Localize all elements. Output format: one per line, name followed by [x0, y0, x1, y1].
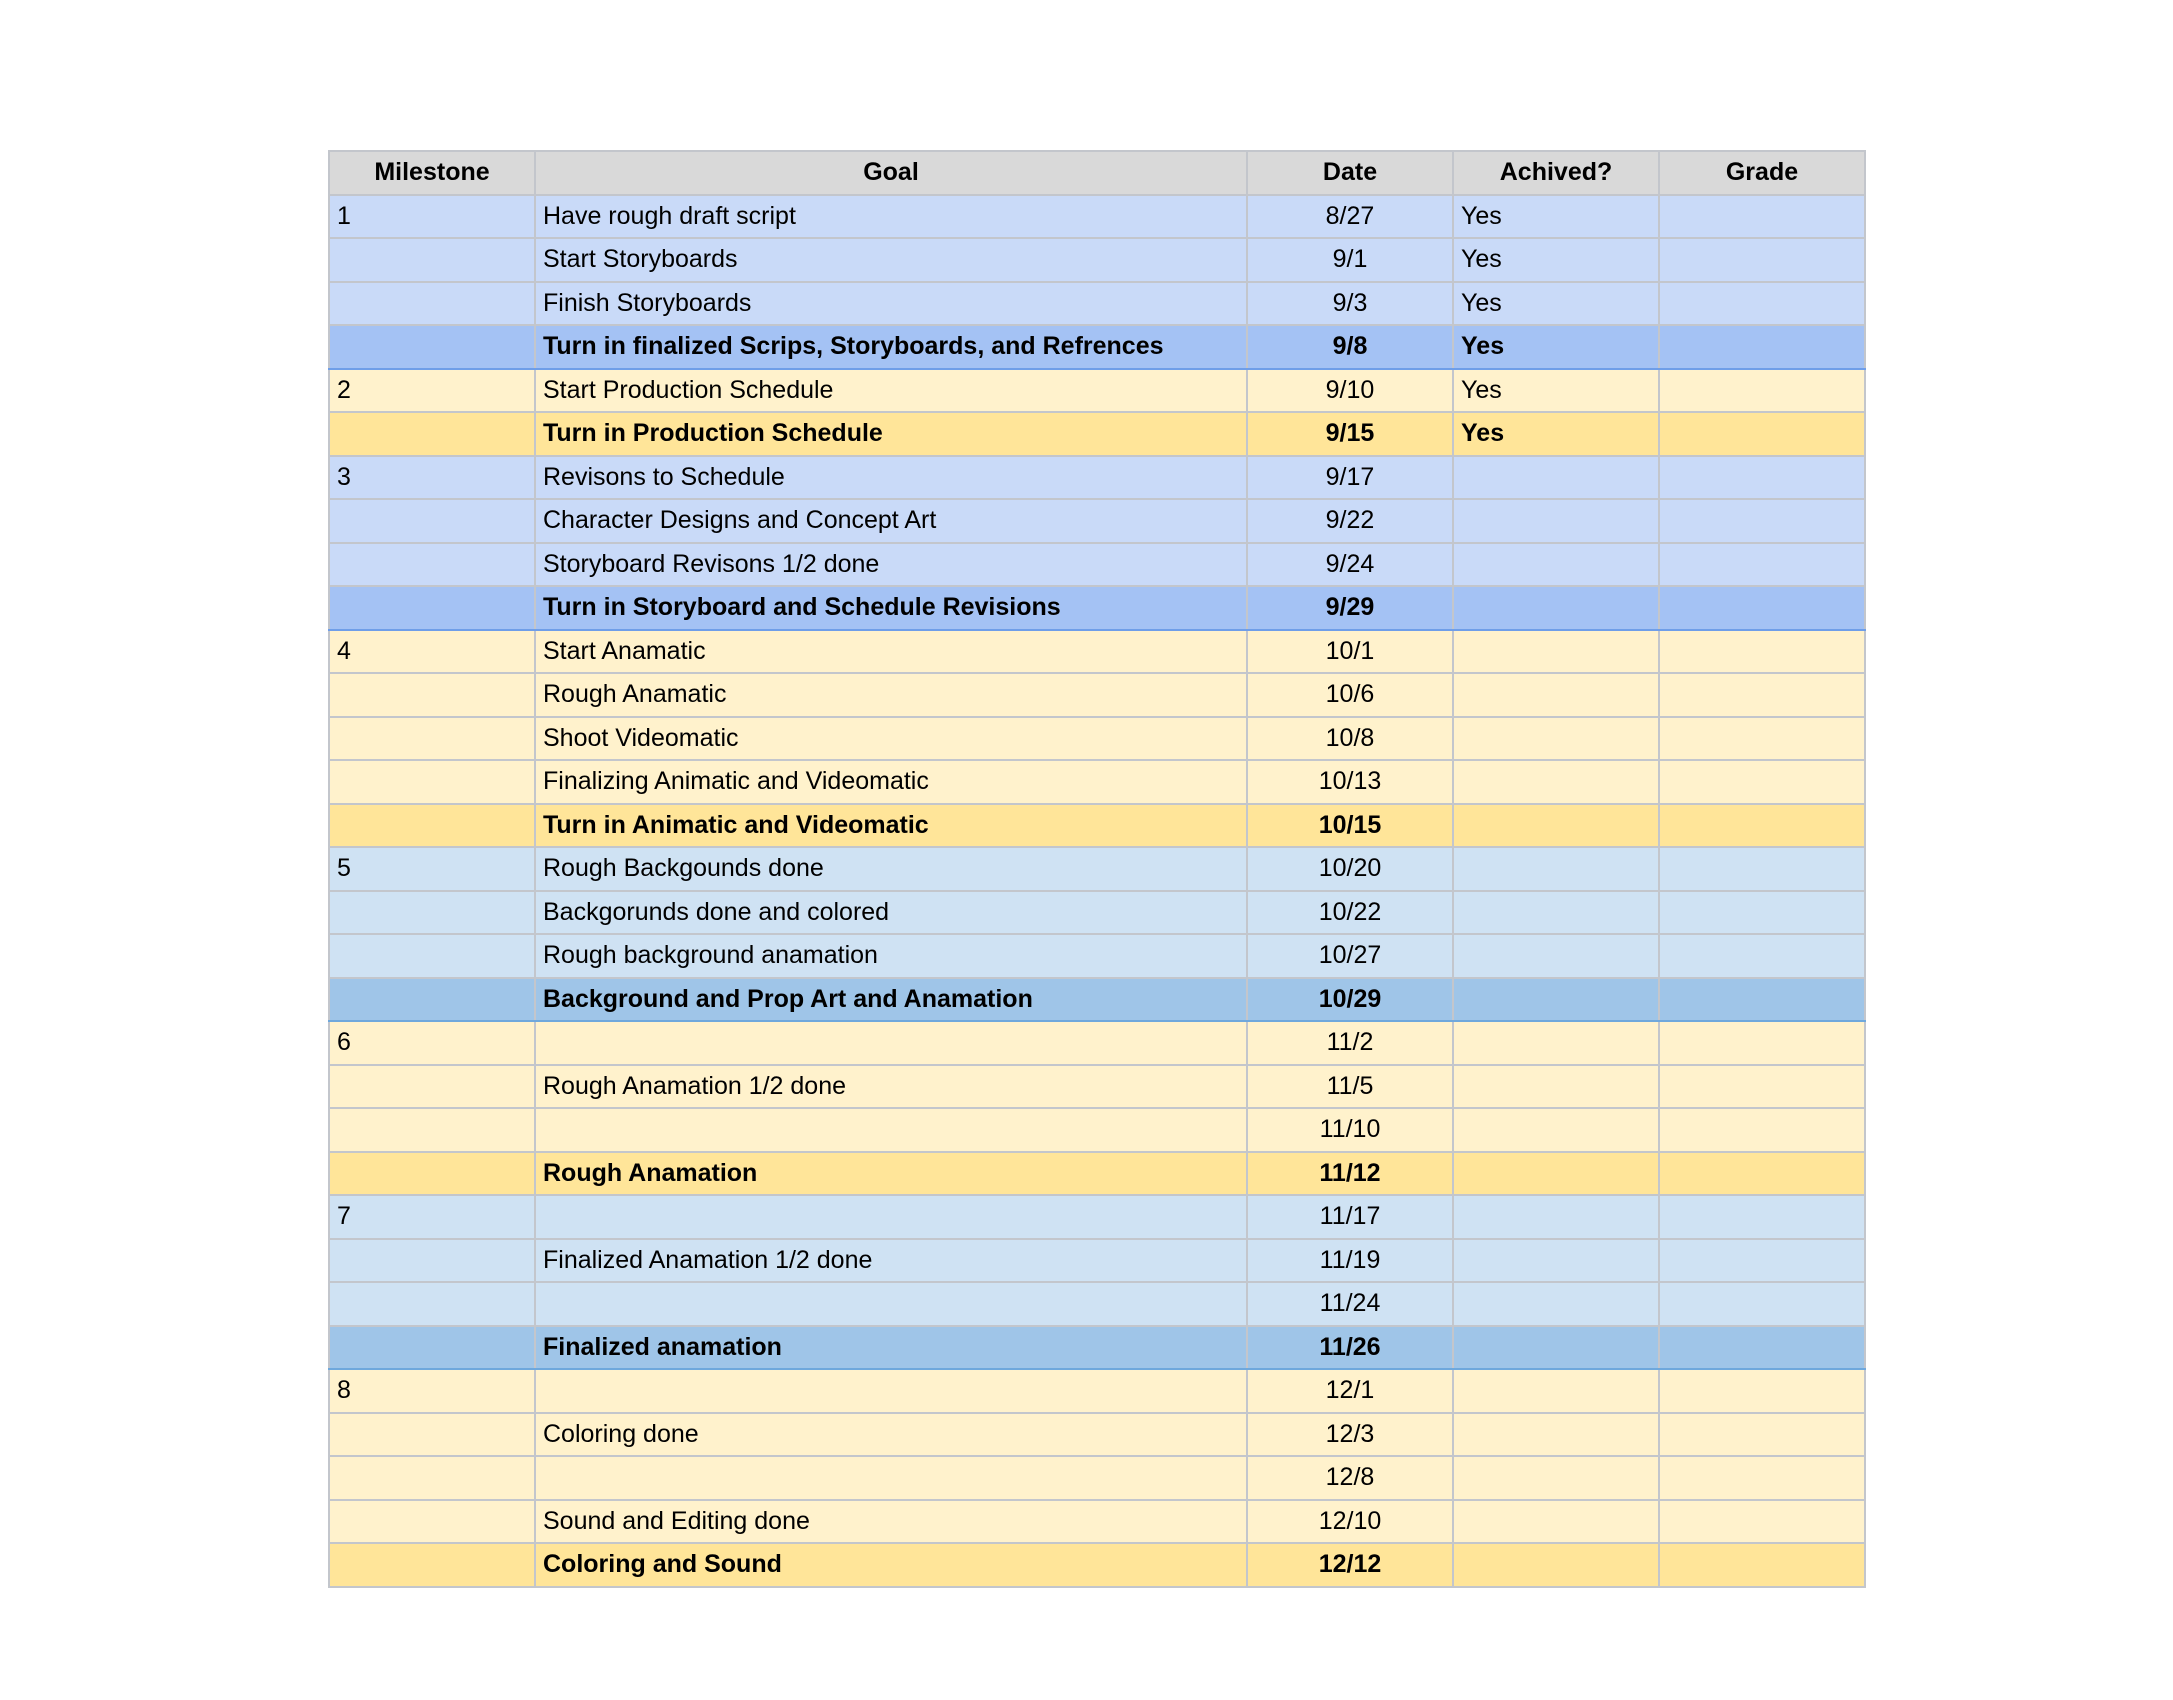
summary-row [329, 804, 1865, 848]
header-row [329, 151, 1865, 195]
goal-cell: Rough Backgounds done [535, 847, 1247, 891]
goal-cell: Backgorunds done and colored [535, 891, 1247, 935]
date-cell: 9/10 [1247, 369, 1453, 413]
goal-cell [535, 1456, 1247, 1500]
achieved-cell [1453, 1456, 1659, 1500]
date-cell: 8/27 [1247, 195, 1453, 239]
milestone-cell [329, 1456, 535, 1500]
goal-cell: Rough background anamation [535, 934, 1247, 978]
header-achieved: Achived? [1453, 151, 1659, 195]
grade-cell [1659, 978, 1865, 1022]
goal-cell: Turn in Animatic and Videomatic [535, 804, 1247, 848]
date-cell: 10/6 [1247, 673, 1453, 717]
achieved-cell [1453, 1065, 1659, 1109]
milestone-cell [329, 1108, 535, 1152]
table-body [329, 195, 1865, 1587]
table-row [329, 456, 1865, 500]
goal-cell: Finalized anamation [535, 1326, 1247, 1370]
summary-row [329, 1152, 1865, 1196]
milestone-cell [329, 804, 535, 848]
grade-cell [1659, 499, 1865, 543]
milestone-cell [329, 673, 535, 717]
milestone-cell [329, 543, 535, 587]
goal-cell [535, 1108, 1247, 1152]
milestone-cell [329, 1282, 535, 1326]
achieved-cell [1453, 1021, 1659, 1065]
table-row [329, 282, 1865, 326]
grade-cell [1659, 1108, 1865, 1152]
header-date: Date [1247, 151, 1453, 195]
goal-cell: Turn in Production Schedule [535, 412, 1247, 456]
goal-cell: Rough Anamation 1/2 done [535, 1065, 1247, 1109]
goal-cell [535, 1369, 1247, 1413]
date-cell: 10/27 [1247, 934, 1453, 978]
goal-cell: Start Storyboards [535, 238, 1247, 282]
grade-cell [1659, 1282, 1865, 1326]
grade-cell [1659, 891, 1865, 935]
table-row [329, 369, 1865, 413]
goal-cell: Rough Anamatic [535, 673, 1247, 717]
milestone-cell: 6 [329, 1021, 535, 1065]
milestone-cell [329, 1152, 535, 1196]
milestone-cell: 1 [329, 195, 535, 239]
table-row [329, 630, 1865, 674]
table-row [329, 1413, 1865, 1457]
milestone-cell: 8 [329, 1369, 535, 1413]
date-cell: 9/29 [1247, 586, 1453, 630]
achieved-cell [1453, 630, 1659, 674]
grade-cell [1659, 195, 1865, 239]
milestone-cell [329, 238, 535, 282]
date-cell: 12/1 [1247, 1369, 1453, 1413]
grade-cell [1659, 369, 1865, 413]
milestone-cell [329, 1413, 535, 1457]
milestone-cell: 3 [329, 456, 535, 500]
milestone-cell [329, 412, 535, 456]
achieved-cell [1453, 1152, 1659, 1196]
achieved-cell [1453, 934, 1659, 978]
achieved-cell [1453, 717, 1659, 761]
achieved-cell [1453, 847, 1659, 891]
achieved-cell: Yes [1453, 412, 1659, 456]
table-row [329, 1456, 1865, 1500]
table-row [329, 1195, 1865, 1239]
achieved-cell [1453, 543, 1659, 587]
grade-cell [1659, 238, 1865, 282]
table-row [329, 760, 1865, 804]
milestone-cell [329, 717, 535, 761]
table-row [329, 543, 1865, 587]
grade-cell [1659, 630, 1865, 674]
milestone-cell [329, 1500, 535, 1544]
milestone-cell: 5 [329, 847, 535, 891]
date-cell: 10/20 [1247, 847, 1453, 891]
summary-row [329, 978, 1865, 1022]
date-cell: 12/12 [1247, 1543, 1453, 1587]
goal-cell: Turn in finalized Scrips, Storyboards, and Refrences [535, 325, 1247, 369]
table-row [329, 1065, 1865, 1109]
goal-cell: Storyboard Revisons 1/2 done [535, 543, 1247, 587]
grade-cell [1659, 760, 1865, 804]
summary-row [329, 412, 1865, 456]
milestone-cell [329, 325, 535, 369]
achieved-cell [1453, 978, 1659, 1022]
milestone-cell [329, 760, 535, 804]
header-milestone: Milestone [329, 151, 535, 195]
table-row [329, 1239, 1865, 1283]
grade-cell [1659, 456, 1865, 500]
date-cell: 10/15 [1247, 804, 1453, 848]
achieved-cell [1453, 1369, 1659, 1413]
date-cell: 10/13 [1247, 760, 1453, 804]
date-cell: 12/3 [1247, 1413, 1453, 1457]
summary-row [329, 586, 1865, 630]
achieved-cell [1453, 1239, 1659, 1283]
achieved-cell [1453, 1500, 1659, 1544]
grade-cell [1659, 1500, 1865, 1544]
table-row [329, 1108, 1865, 1152]
milestone-cell: 4 [329, 630, 535, 674]
goal-cell: Coloring and Sound [535, 1543, 1247, 1587]
table-row [329, 1282, 1865, 1326]
goal-cell [535, 1282, 1247, 1326]
date-cell: 10/29 [1247, 978, 1453, 1022]
milestone-cell [329, 934, 535, 978]
goal-cell: Start Anamatic [535, 630, 1247, 674]
grade-cell [1659, 1326, 1865, 1370]
table-row [329, 934, 1865, 978]
date-cell: 11/26 [1247, 1326, 1453, 1370]
date-cell: 9/3 [1247, 282, 1453, 326]
milestone-cell [329, 891, 535, 935]
date-cell: 12/8 [1247, 1456, 1453, 1500]
date-cell: 11/2 [1247, 1021, 1453, 1065]
achieved-cell: Yes [1453, 325, 1659, 369]
date-cell: 12/10 [1247, 1500, 1453, 1544]
date-cell: 11/12 [1247, 1152, 1453, 1196]
milestone-cell: 7 [329, 1195, 535, 1239]
grade-cell [1659, 1239, 1865, 1283]
milestone-cell [329, 1065, 535, 1109]
goal-cell: Coloring done [535, 1413, 1247, 1457]
grade-cell [1659, 1065, 1865, 1109]
grade-cell [1659, 717, 1865, 761]
milestone-cell [329, 978, 535, 1022]
goal-cell: Turn in Storyboard and Schedule Revisions [535, 586, 1247, 630]
achieved-cell [1453, 1326, 1659, 1370]
date-cell: 10/22 [1247, 891, 1453, 935]
date-cell: 9/24 [1247, 543, 1453, 587]
achieved-cell [1453, 1282, 1659, 1326]
grade-cell [1659, 847, 1865, 891]
table-row [329, 1500, 1865, 1544]
date-cell: 11/24 [1247, 1282, 1453, 1326]
milestone-cell [329, 1543, 535, 1587]
table-row [329, 891, 1865, 935]
achieved-cell [1453, 1195, 1659, 1239]
achieved-cell [1453, 1108, 1659, 1152]
grade-cell [1659, 282, 1865, 326]
grade-cell [1659, 586, 1865, 630]
goal-cell [535, 1195, 1247, 1239]
achieved-cell [1453, 760, 1659, 804]
milestone-cell [329, 586, 535, 630]
grade-cell [1659, 412, 1865, 456]
milestone-cell [329, 1326, 535, 1370]
goal-cell: Rough Anamation [535, 1152, 1247, 1196]
summary-row [329, 1326, 1865, 1370]
date-cell: 11/10 [1247, 1108, 1453, 1152]
table-row [329, 1021, 1865, 1065]
grade-cell [1659, 673, 1865, 717]
grade-cell [1659, 543, 1865, 587]
header-goal: Goal [535, 151, 1247, 195]
milestone-table [328, 150, 1866, 1588]
goal-cell: Start Production Schedule [535, 369, 1247, 413]
table-row [329, 499, 1865, 543]
date-cell: 11/5 [1247, 1065, 1453, 1109]
milestone-cell [329, 499, 535, 543]
date-cell: 9/1 [1247, 238, 1453, 282]
achieved-cell [1453, 499, 1659, 543]
goal-cell: Finalizing Animatic and Videomatic [535, 760, 1247, 804]
achieved-cell [1453, 1543, 1659, 1587]
achieved-cell [1453, 673, 1659, 717]
goal-cell: Finish Storyboards [535, 282, 1247, 326]
table-row [329, 673, 1865, 717]
grade-cell [1659, 934, 1865, 978]
achieved-cell [1453, 804, 1659, 848]
achieved-cell: Yes [1453, 282, 1659, 326]
achieved-cell: Yes [1453, 195, 1659, 239]
goal-cell: Sound and Editing done [535, 1500, 1247, 1544]
goal-cell: Shoot Videomatic [535, 717, 1247, 761]
goal-cell: Revisons to Schedule [535, 456, 1247, 500]
summary-row [329, 325, 1865, 369]
grade-cell [1659, 1543, 1865, 1587]
achieved-cell [1453, 1413, 1659, 1457]
milestone-cell: 2 [329, 369, 535, 413]
table-row [329, 717, 1865, 761]
date-cell: 11/19 [1247, 1239, 1453, 1283]
grade-cell [1659, 1021, 1865, 1065]
date-cell: 9/15 [1247, 412, 1453, 456]
grade-cell [1659, 1413, 1865, 1457]
header-grade: Grade [1659, 151, 1865, 195]
achieved-cell [1453, 891, 1659, 935]
date-cell: 9/8 [1247, 325, 1453, 369]
achieved-cell [1453, 586, 1659, 630]
goal-cell: Have rough draft script [535, 195, 1247, 239]
grade-cell [1659, 1152, 1865, 1196]
table-row [329, 1369, 1865, 1413]
goal-cell: Character Designs and Concept Art [535, 499, 1247, 543]
grade-cell [1659, 1456, 1865, 1500]
summary-row [329, 1543, 1865, 1587]
milestone-cell [329, 282, 535, 326]
date-cell: 10/1 [1247, 630, 1453, 674]
goal-cell: Finalized Anamation 1/2 done [535, 1239, 1247, 1283]
grade-cell [1659, 1369, 1865, 1413]
achieved-cell: Yes [1453, 369, 1659, 413]
table-row [329, 238, 1865, 282]
achieved-cell [1453, 456, 1659, 500]
achieved-cell: Yes [1453, 238, 1659, 282]
grade-cell [1659, 1195, 1865, 1239]
grade-cell [1659, 804, 1865, 848]
goal-cell [535, 1021, 1247, 1065]
table-row [329, 195, 1865, 239]
goal-cell: Background and Prop Art and Anamation [535, 978, 1247, 1022]
date-cell: 10/8 [1247, 717, 1453, 761]
milestone-cell [329, 1239, 535, 1283]
table-row [329, 847, 1865, 891]
date-cell: 9/17 [1247, 456, 1453, 500]
date-cell: 9/22 [1247, 499, 1453, 543]
date-cell: 11/17 [1247, 1195, 1453, 1239]
grade-cell [1659, 325, 1865, 369]
